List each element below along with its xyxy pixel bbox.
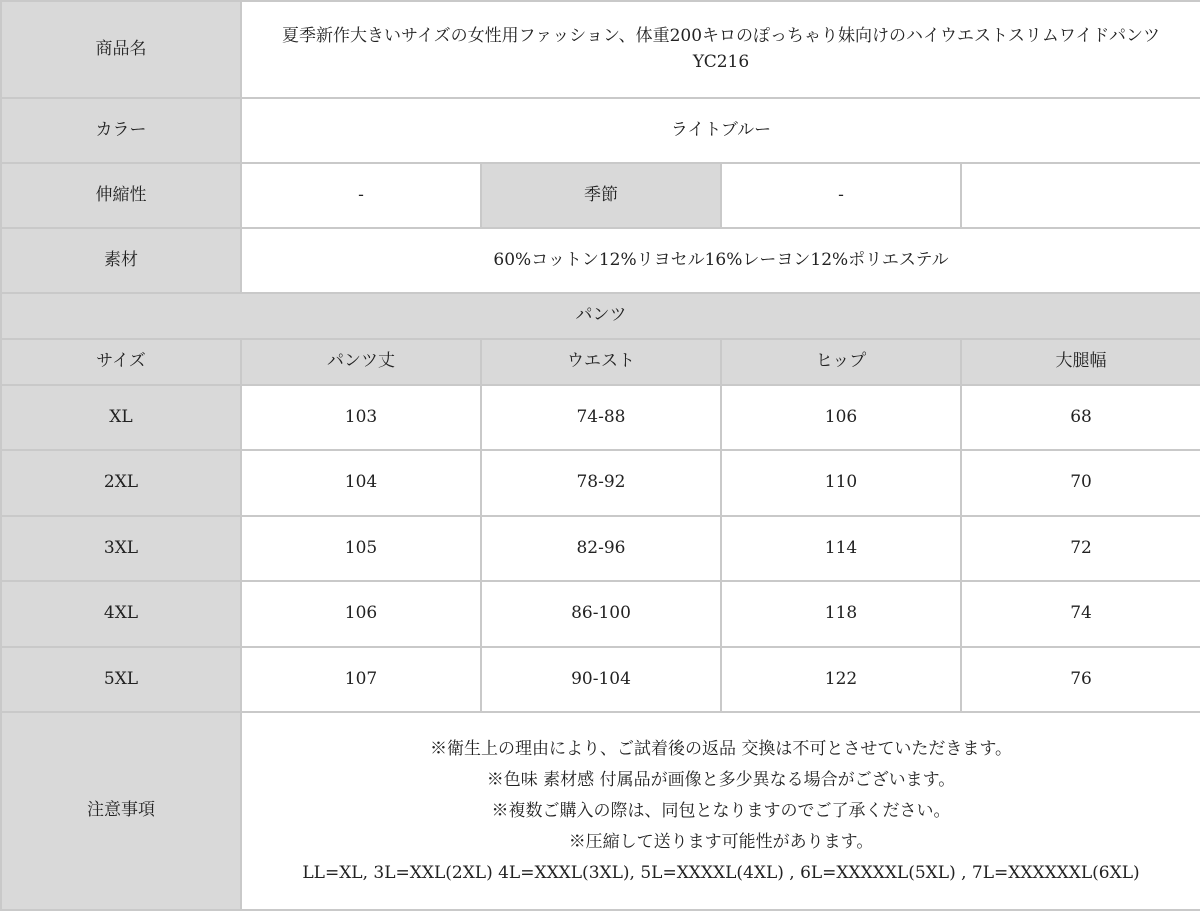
table-row xyxy=(1,516,1200,581)
hip-cell: 106 xyxy=(721,385,961,450)
table-row xyxy=(1,581,1200,647)
product-name-label: 商品名 xyxy=(1,1,241,98)
stretch-value: - xyxy=(241,163,481,228)
size-cell: 5XL xyxy=(1,647,241,712)
waist-cell: 74-88 xyxy=(481,385,721,450)
stretch-season-row xyxy=(1,163,1200,228)
notes-label: 注意事項 xyxy=(1,712,241,910)
season-label: 季節 xyxy=(481,163,721,228)
material-value: 60%コットン12%リヨセル16%レーヨン12%ポリエステル xyxy=(241,228,1200,293)
size-cell: 3XL xyxy=(1,516,241,581)
length-cell: 105 xyxy=(241,516,481,581)
table-row xyxy=(1,385,1200,450)
size-section-title: パンツ xyxy=(1,293,1200,339)
hip-cell: 114 xyxy=(721,516,961,581)
product-name-line2: YC216 xyxy=(692,51,750,72)
hip-cell: 122 xyxy=(721,647,961,712)
season-value: - xyxy=(721,163,961,228)
color-value: ライトブルー xyxy=(241,98,1200,163)
note-line: ※複数ご購入の際は、同包となりますのでご了承ください。 xyxy=(491,800,951,821)
size-cell: 4XL xyxy=(1,581,241,647)
color-label: カラー xyxy=(1,98,241,163)
product-name-line1: 夏季新作大きいサイズの女性用ファッション、体重200キロのぽっちゃり妹向けのハイウエストスリムワイドパンツ xyxy=(282,26,1161,46)
thigh-cell: 72 xyxy=(961,516,1200,581)
waist-cell: 82-96 xyxy=(481,516,721,581)
waist-cell: 78-92 xyxy=(481,450,721,516)
empty-cell xyxy=(961,163,1200,228)
length-cell: 106 xyxy=(241,581,481,647)
waist-cell: 90-104 xyxy=(481,647,721,712)
material-row xyxy=(1,228,1200,293)
notes-row xyxy=(1,712,1200,910)
header-size: サイズ xyxy=(1,339,241,385)
size-conversion-line: LL=XL, 3L=XXL(2XL) 4L=XXXL(3XL), 5L=XXXXL(4XL) , 6L=XXXXXL(5XL) , 7L=XXXXXXL(6XL) xyxy=(302,862,1140,883)
stretch-label: 伸縮性 xyxy=(1,163,241,228)
table-row xyxy=(1,450,1200,516)
header-waist: ウエスト xyxy=(481,339,721,385)
product-name-value xyxy=(241,1,1200,98)
hip-cell: 118 xyxy=(721,581,961,647)
size-cell: 2XL xyxy=(1,450,241,516)
product-name-row xyxy=(1,1,1200,98)
note-line: ※色味 素材感 付属品が画像と多少異なる場合がございます。 xyxy=(486,769,956,790)
length-cell: 103 xyxy=(241,385,481,450)
table-row xyxy=(1,647,1200,712)
thigh-cell: 74 xyxy=(961,581,1200,647)
header-hip: ヒップ xyxy=(721,339,961,385)
color-row xyxy=(1,98,1200,163)
note-line: ※圧縮して送ります可能性があります。 xyxy=(568,831,874,852)
waist-cell: 86-100 xyxy=(481,581,721,647)
length-cell: 107 xyxy=(241,647,481,712)
material-label: 素材 xyxy=(1,228,241,293)
thigh-cell: 76 xyxy=(961,647,1200,712)
note-line: ※衛生上の理由により、ご試着後の返品 交換は不可とさせていただきます。 xyxy=(429,738,1013,759)
header-length: パンツ丈 xyxy=(241,339,481,385)
header-thigh: 大腿幅 xyxy=(961,339,1200,385)
hip-cell: 110 xyxy=(721,450,961,516)
notes-body xyxy=(241,712,1200,910)
thigh-cell: 68 xyxy=(961,385,1200,450)
length-cell: 104 xyxy=(241,450,481,516)
thigh-cell: 70 xyxy=(961,450,1200,516)
size-header-row xyxy=(1,339,1200,385)
size-cell: XL xyxy=(1,385,241,450)
size-section-row xyxy=(1,293,1200,339)
